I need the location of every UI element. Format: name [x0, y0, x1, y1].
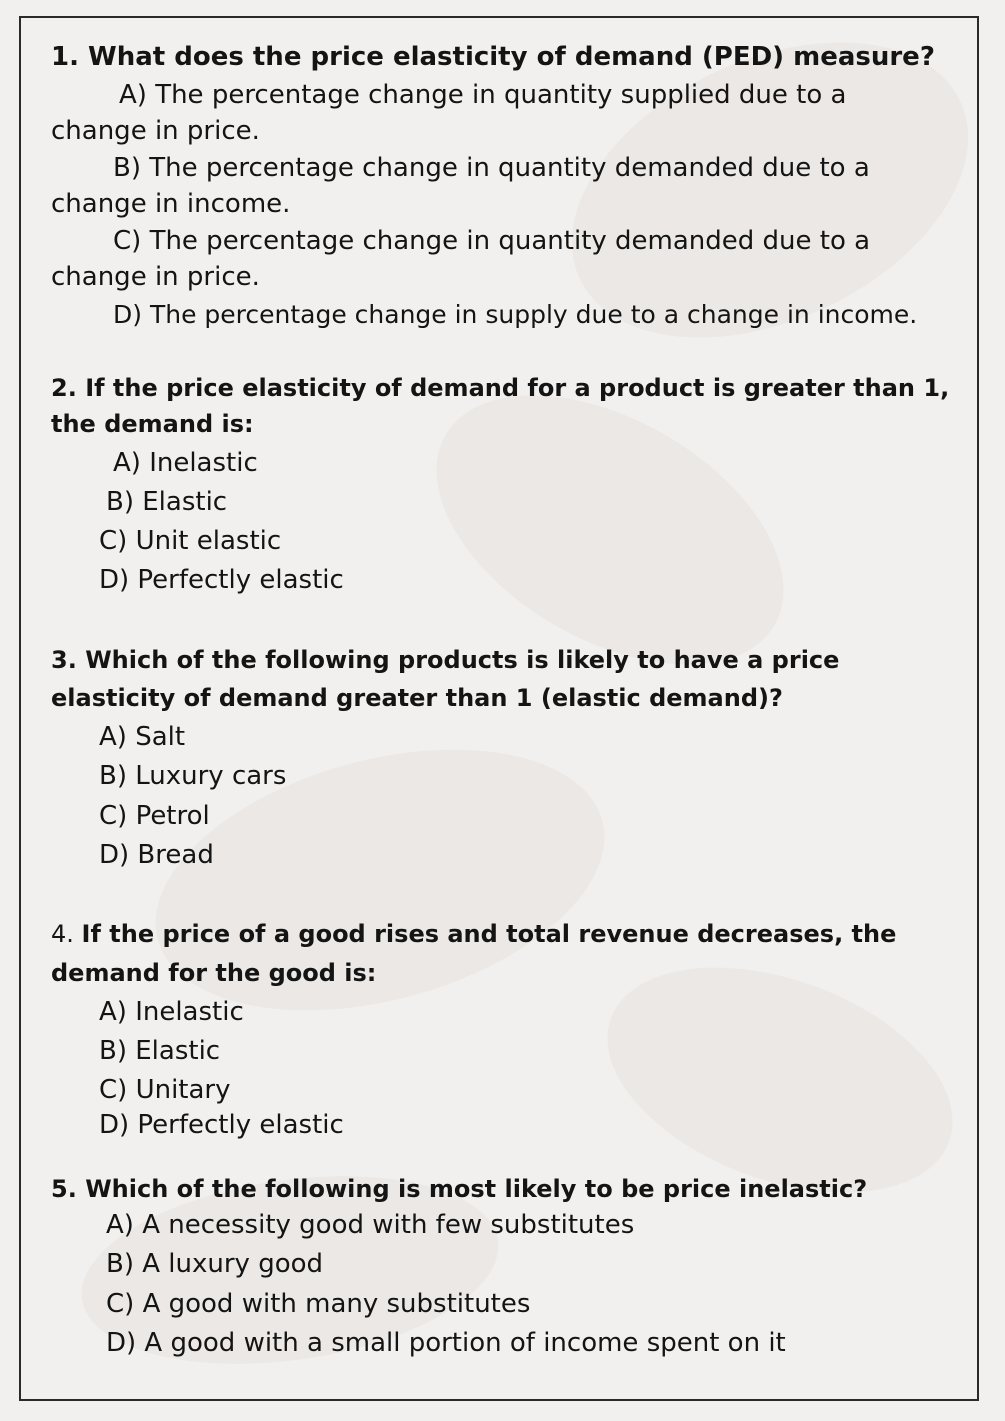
question-3-number: 3. — [51, 646, 77, 674]
question-4-number: 4. — [51, 920, 74, 948]
question-5-option-d: D) A good with a small portion of income spent on it — [106, 1328, 786, 1358]
question-2-number: 2. — [51, 374, 77, 402]
question-5-option-c: C) A good with many substitutes — [106, 1289, 531, 1319]
question-1-text — [51, 41, 935, 73]
question-4-line-2: demand for the good is: — [51, 959, 377, 987]
question-5-line-1: Which of the following is most likely to be price inelastic? — [85, 1175, 868, 1203]
question-3-option-d: D) Bread — [99, 840, 214, 870]
question-1-option-b-cont: change in income. — [51, 189, 291, 219]
question-2-option-c: C) Unit elastic — [99, 526, 282, 556]
question-5-option-a: A) A necessity good with few substitutes — [106, 1210, 635, 1240]
question-3-option-a: A) Salt — [99, 722, 186, 752]
question-3-line-2: elasticity of demand greater than 1 (elastic demand)? — [51, 684, 783, 712]
question-4-option-a: A) Inelastic — [99, 997, 244, 1027]
question-1-option-d: D) The percentage change in supply due to a change in income. — [113, 300, 918, 329]
question-1-option-c: C) The percentage change in quantity demanded due to a — [113, 226, 871, 256]
question-2-line-2: the demand is: — [51, 410, 254, 438]
question-4-option-b: B) Elastic — [99, 1036, 221, 1066]
question-1-option-a: A) The percentage change in quantity supplied due to a — [119, 80, 847, 110]
question-2-option-b: B) Elastic — [106, 487, 228, 517]
question-3-line-1: Which of the following products is likely to have a price — [85, 646, 840, 674]
question-2-line-1: If the price elasticity of demand for a product is greater than 1, — [85, 374, 950, 402]
question-5-option-b: B) A luxury good — [106, 1249, 324, 1279]
question-1-option-c-cont: change in price. — [51, 262, 260, 292]
question-2-option-d: D) Perfectly elastic — [99, 565, 344, 595]
question-3-text — [51, 644, 839, 676]
question-1-number: 1. — [51, 42, 79, 72]
question-3-option-c: C) Petrol — [99, 801, 210, 831]
question-1-option-a-cont: change in price. — [51, 116, 260, 146]
question-4-line-1: If the price of a good rises and total revenue decreases, the — [81, 920, 897, 948]
question-4-option-d: D) Perfectly elastic — [99, 1110, 344, 1140]
question-1-line-1: What does the price elasticity of demand (PED) measure? — [88, 42, 935, 72]
question-5-text — [51, 1173, 867, 1205]
question-3-option-b: B) Luxury cars — [99, 761, 287, 791]
question-2-text — [51, 372, 949, 404]
question-5-number: 5. — [51, 1175, 77, 1203]
question-4-text — [51, 918, 896, 950]
question-4-option-c: C) Unitary — [99, 1075, 231, 1105]
question-2-option-a: A) Inelastic — [113, 448, 258, 478]
question-1-option-b: B) The percentage change in quantity demanded due to a — [113, 153, 870, 183]
